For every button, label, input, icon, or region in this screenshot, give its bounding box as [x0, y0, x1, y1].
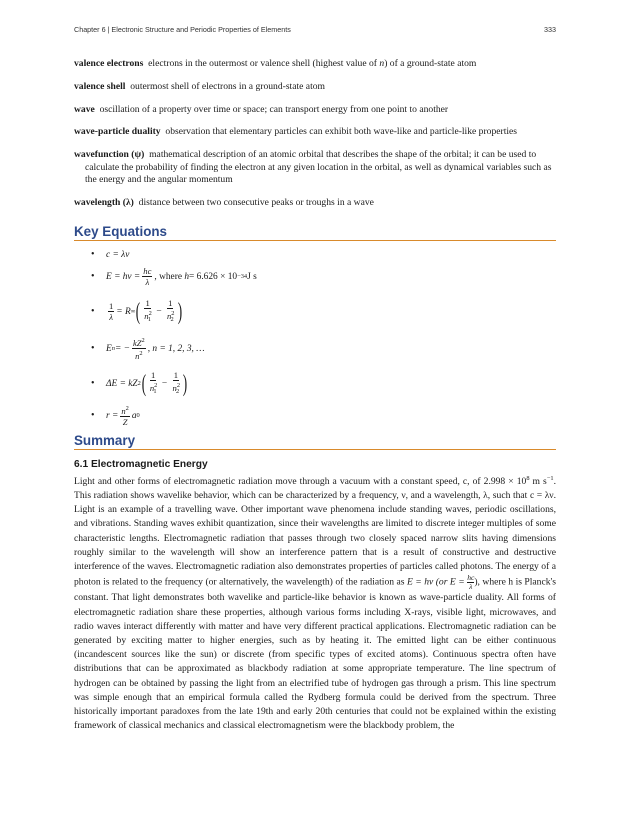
glossary-definition: mathematical description of an atomic orbital that describes the shape of the orbital; it can be used to calculate the probability of finding the electron at any given location in the orbital, as well as dynamical variables such as the energy and the angular momentum: [85, 149, 552, 186]
equation-delta-energy: [74, 365, 556, 403]
running-header: [74, 25, 556, 37]
index: 2: [170, 316, 174, 324]
exponent: −1: [546, 474, 554, 482]
index: 1: [153, 388, 157, 396]
square: 2: [176, 381, 181, 389]
fraction-numerator: 1: [173, 369, 179, 380]
key-equations-list: [74, 247, 556, 429]
equation-lhs: • E = hν =: [106, 271, 141, 282]
glossary-definition: electrons in the outermost or valence shell (highest value of: [148, 58, 380, 69]
section-title: 6.1 Electromagnetic Energy: [74, 458, 208, 470]
fraction-numerator: • 1: [109, 301, 114, 312]
glossary-definition: outermost shell of electrons in a ground-state atom: [130, 80, 325, 92]
bohr-radius: a: [131, 410, 137, 421]
fraction: [108, 301, 114, 322]
fraction-numerator: 1: [145, 297, 150, 308]
index: 2: [176, 388, 180, 396]
summary-paragraph: [74, 472, 556, 734]
planck-symbol: h: [184, 271, 190, 282]
glossary-entry: [74, 197, 556, 210]
chapter-title: Chapter 6 | Electronic Structure and Periodic Properties of Elements: [74, 25, 291, 34]
glossary-variable: n: [379, 58, 385, 69]
equation-photon-energy: [74, 263, 556, 291]
fraction: [120, 404, 130, 427]
fraction: [143, 298, 152, 326]
fraction-denominator: λ: [469, 582, 473, 592]
left-paren: (: [136, 298, 141, 325]
page-content: [74, 58, 556, 733]
fraction: [149, 370, 158, 398]
right-paren: ): [177, 298, 182, 325]
n-symbol: n: [166, 310, 172, 321]
square: 2: [139, 350, 143, 358]
exponent: 8: [526, 474, 530, 482]
fraction-numerator: [132, 336, 146, 349]
square: 2: [148, 309, 152, 317]
glossary-term: wavelength (λ): [74, 197, 134, 209]
equation-text: • c = λν: [106, 249, 130, 260]
fraction: [132, 336, 146, 361]
summary-text-1b: m s: [529, 475, 547, 487]
fraction: [172, 370, 181, 398]
minus-sign: −: [159, 378, 170, 389]
square: 2: [141, 337, 145, 345]
energy-symbol: • E: [106, 343, 112, 354]
fraction-denominator: [172, 381, 181, 398]
key-equations-heading: Key Equations: [74, 224, 556, 241]
fraction-numerator: 1: [168, 297, 173, 308]
n-symbol: n: [172, 382, 177, 393]
fraction-denominator: λ: [109, 312, 114, 323]
n-symbol: n: [149, 382, 155, 393]
glossary-definition: observation that elementary particles can exhibit both wave-like and particle-like properties: [165, 126, 518, 138]
fraction-denominator: [166, 309, 175, 326]
fraction-denominator: λ: [145, 277, 150, 288]
glossary-term: wave: [74, 103, 95, 115]
fraction-numerator: hc: [467, 573, 475, 583]
equation-speed-of-light: [74, 247, 556, 263]
glossary-entry: [74, 149, 556, 187]
fraction-numerator: 1: [151, 369, 156, 380]
equation-rydberg: [74, 291, 556, 333]
n-symbol: n: [144, 310, 149, 321]
square: 2: [171, 309, 175, 317]
page-number: 333: [544, 25, 556, 34]
index: 1: [147, 316, 151, 324]
equation-lhs: • ΔE = kZ: [106, 378, 138, 389]
planck-unit: J s: [247, 271, 257, 282]
summary-heading: Summary: [74, 433, 556, 450]
glossary-entry: [74, 104, 556, 117]
square: 2: [125, 405, 129, 413]
glossary-definition-end: ) of a ground-state atom: [384, 58, 477, 69]
glossary-term: wavefunction (ψ): [74, 149, 145, 161]
glossary-entry: [74, 126, 556, 139]
n-symbol: n: [121, 406, 126, 417]
n-symbol: n: [135, 351, 140, 362]
summary-text-3: ), where h is Planck's constant. That light demonstrates both wavelike and particle-like behavior is known as wave-particle duality. All forms of electromagnetic radiation share these properties, although various forms including X-rays, visible light, microwaves, and radio waves interact differently with matter and have very different practical applications. Electromagnetic radiation can be generated by exciting matter to higher energies, such as by heating it. The emitted light can be either continuous (incandescent sources like the sun) or discrete (from specific types of excited atoms). Continuous spectra often have distributions that can be approximated as blackbody radiation at some appropriate temperature. The line spectrum of hydrogen can be obtained by passing the light from an electrified tube of hydrogen gas through a prism. This line spectrum was simple enough that an empirical formula called the Rydberg formula could be derived from the spectrum. Three historically important paradoxes from the late 19th and early 20th centuries that could not be explained within the existing framework of classical mechanics and classical electromagnetism were the blackbody problem, the: [74, 577, 556, 732]
fraction-denominator: [134, 349, 144, 361]
planck-exponent: −34: [237, 273, 248, 281]
glossary-entry: [74, 58, 556, 71]
equation-where: , where: [154, 271, 182, 282]
fraction-denominator: [149, 381, 158, 398]
summary-text-1: Light and other forms of electromagnetic radiation move through a vacuum with a constant speed, c, of 2.998 × 10: [74, 475, 527, 487]
planck-value: = 6.626 × 10: [189, 271, 238, 282]
glossary-term: valence electrons: [74, 58, 144, 69]
glossary-definition: oscillation of a property over time or space; can transport energy from one point to another: [99, 103, 449, 115]
bohr-subscript: 0: [136, 412, 140, 420]
equation-lhs: • r =: [106, 410, 119, 421]
fraction-numerator: [120, 404, 130, 417]
fraction: [142, 266, 152, 287]
rydberg-subscript: ∞: [130, 308, 136, 316]
square: 2: [154, 381, 158, 389]
right-paren: ): [183, 370, 188, 397]
left-paren: (: [141, 370, 147, 397]
equals-minus: = −: [114, 343, 130, 354]
glossary-definition: distance between two consecutive peaks or troughs in a wave: [138, 197, 374, 209]
summary-text-2: . This radiation shows wavelike behavior, which can be characterized by a frequency, ν, and a wavelength, λ, such that c = λν. Light is an example of a travelling wave. Other important wave phenomena include standing waves, periodic oscillations, and vibrations. Standing waves exhibit quantization, since their wavelengths are limited to discrete integer multiples of some characteristic lengths. Electromagnetic radiation that passes through two closely spaced narrow slits having dimensions roughly similar to the wavelength will show an interference pattern that is a result of constructive and destructive interference of the waves. Electromagnetic radiation also demonstrates properties of particles called photons. The energy of a photon is related to the frequency (or alternatively, the wavelength) of the radiation as: [74, 475, 557, 588]
energy-subscript: n: [111, 345, 115, 353]
equation-orbit-radius: [74, 403, 556, 429]
inline-equation: E = hν (or E =: [406, 577, 468, 588]
fraction-denominator: Z: [122, 417, 128, 428]
glossary-entry: [74, 81, 556, 94]
equation-energy-level: [74, 333, 556, 365]
minus-sign: −: [153, 306, 164, 317]
equation-tail: , n = 1, 2, 3, …: [147, 343, 205, 354]
glossary-term: valence shell: [74, 80, 126, 92]
kz-symbol: kZ: [132, 338, 142, 349]
fraction-denominator: [143, 309, 152, 326]
fraction-numerator: hc: [143, 266, 152, 277]
square: 2: [137, 380, 141, 388]
glossary-term: wave-particle duality: [74, 126, 161, 138]
fraction: [166, 298, 175, 326]
rydberg-constant: = R: [116, 306, 131, 317]
